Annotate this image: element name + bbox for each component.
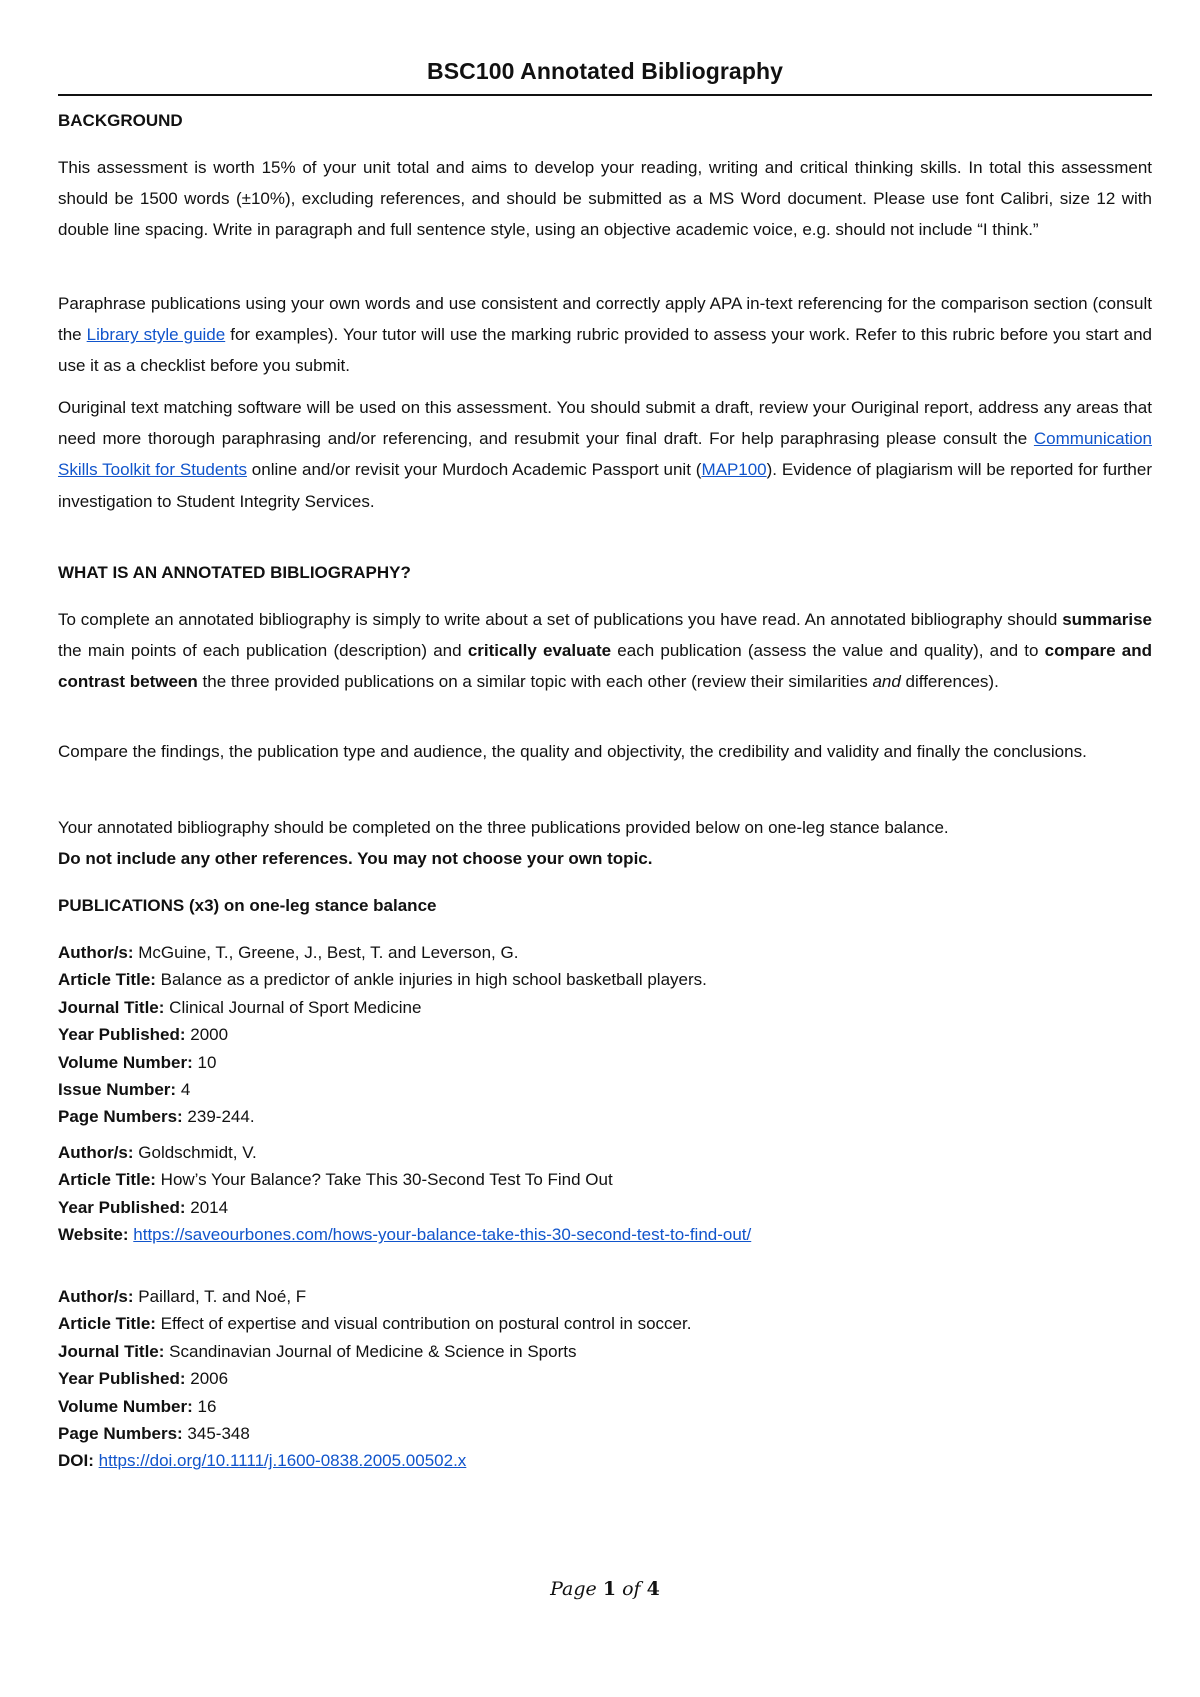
publication-1-year: Year Published: 2000 xyxy=(58,1025,229,1045)
publication-2-website-link[interactable]: https://saveourbones.com/hows-your-balance-take-this-30-second-test-to-find-out/ xyxy=(133,1225,752,1245)
publication-1-volume: Volume Number: 10 xyxy=(58,1052,217,1072)
publication-3-journal-title: Journal Title: Scandinavian Journal of Medicine & Science in Sports xyxy=(58,1341,577,1361)
library-style-guide-link[interactable]: Library style guide xyxy=(86,325,226,345)
publication-3-doi-link[interactable]: https://doi.org/10.1111/j.1600-0838.2005.00502.x xyxy=(98,1451,467,1471)
publication-3-year: Year Published: 2006 xyxy=(58,1369,229,1389)
publication-1-article-title: Article Title: Balance as a predictor of ankle injuries in high school basketball players. xyxy=(58,970,707,990)
publication-1-issue: Issue Number: 4 xyxy=(58,1080,191,1100)
publication-3-volume: Volume Number: 16 xyxy=(58,1396,217,1416)
publication-1-pages: Page Numbers: 239-244. xyxy=(58,1107,255,1127)
page-footer: Page 1 of 4 xyxy=(550,1578,660,1600)
background-paragraph-3: Ouriginal text matching software will be used on this assessment. You should submit a draft, review your Ouriginal report, address any areas that need more thorough paraphrasing and/or referencing, and resubmit your final draft. For help paraphrasing please consult the Communication Skills Toolkit for Students online and/or revisit your Murdoch Academic Passport unit (MAP100). Evidence of plagiarism will be reported for further investigation to Student Integrity Services. xyxy=(58,398,1153,511)
background-heading: BACKGROUND xyxy=(58,111,183,130)
title-underline xyxy=(58,94,1152,96)
publications-heading: PUBLICATIONS (x3) on one-leg stance balance xyxy=(58,896,437,915)
what-is-paragraph-2: Compare the findings, the publication type and audience, the quality and objectivity, the credibility and validity and finally the conclusions. xyxy=(58,742,1087,761)
current-page-number: 1 xyxy=(602,1578,617,1600)
publication-3-doi: DOI: https://doi.org/10.1111/j.1600-0838.2005.00502.x xyxy=(58,1451,467,1471)
publication-3 xyxy=(58,1283,1152,1475)
publication-3-article-title: Article Title: Effect of expertise and visual contribution on postural control in soccer. xyxy=(58,1314,692,1334)
map100-link[interactable]: MAP100 xyxy=(701,460,767,480)
publication-1-journal-title: Journal Title: Clinical Journal of Sport Medicine xyxy=(58,997,422,1017)
summarise-emphasis: summarise xyxy=(1062,610,1152,629)
background-paragraph-1: This assessment is worth 15% of your unit total and aims to develop your reading, writing and critical thinking skills. In total this assessment should be 1500 words (±10%), excluding references, and should be submitted as a MS Word document. Please use font Calibri, size 12 with double line spacing. Write in paragraph and full sentence style, using an objective academic voice, e.g. should not include “I think.” xyxy=(58,158,1152,240)
compare-contrast-emphasis: compare and contrast between xyxy=(58,641,1152,692)
publication-3-pages: Page Numbers: 345-348 xyxy=(58,1424,250,1444)
and-emphasis: and xyxy=(872,672,901,692)
document-page xyxy=(58,0,1152,1697)
publication-1-authors: Author/s: McGuine, T., Greene, J., Best, T. and Leverson, G. xyxy=(58,943,519,962)
publication-3-authors: Author/s: Paillard, T. and Noé, F xyxy=(58,1287,307,1306)
publication-2-authors: Author/s: Goldschmidt, V. xyxy=(58,1143,257,1162)
publication-2 xyxy=(58,1139,1152,1249)
document-title: BSC100 Annotated Bibliography xyxy=(426,58,784,84)
what-is-paragraph-3: Your annotated bibliography should be completed on the three publications provided below on one-leg stance balance. Do not include any other references. You may not choose your own topic. xyxy=(58,818,949,869)
publication-1 xyxy=(58,939,1152,1131)
communication-skills-toolkit-link[interactable]: Communication Skills Toolkit for Students xyxy=(58,429,1152,480)
what-is-paragraph-1: To complete an annotated bibliography is simply to write about a set of publications you have read. An annotated bibliography should summarise the main points of each publication (description) and critically evaluate each publication (assess the value and quality), and to compare and contrast between the three provided publications on a similar topic with each other (review their similarities and differences). xyxy=(58,610,1152,692)
total-pages-number: 4 xyxy=(646,1578,660,1600)
critically-evaluate-emphasis: critically evaluate xyxy=(467,641,612,661)
publication-2-year: Year Published: 2014 xyxy=(58,1197,229,1217)
publication-2-website: Website: https://saveourbones.com/hows-your-balance-take-this-30-second-test-to-find-out/ xyxy=(58,1225,752,1245)
background-paragraph-2: Paraphrase publications using your own words and use consistent and correctly apply APA in-text referencing for the comparison section (consult the Library style guide for examples). Your tutor will use the marking rubric provided to assess your work. Refer to this rubric before you start and use it as a checklist before you submit. xyxy=(58,294,1152,376)
topic-restriction-note: Do not include any other references. You may not choose your own topic. xyxy=(58,849,653,869)
publication-2-article-title: Article Title: How’s Your Balance? Take This 30-Second Test To Find Out xyxy=(58,1170,613,1190)
what-is-heading: WHAT IS AN ANNOTATED BIBLIOGRAPHY? xyxy=(58,563,411,582)
